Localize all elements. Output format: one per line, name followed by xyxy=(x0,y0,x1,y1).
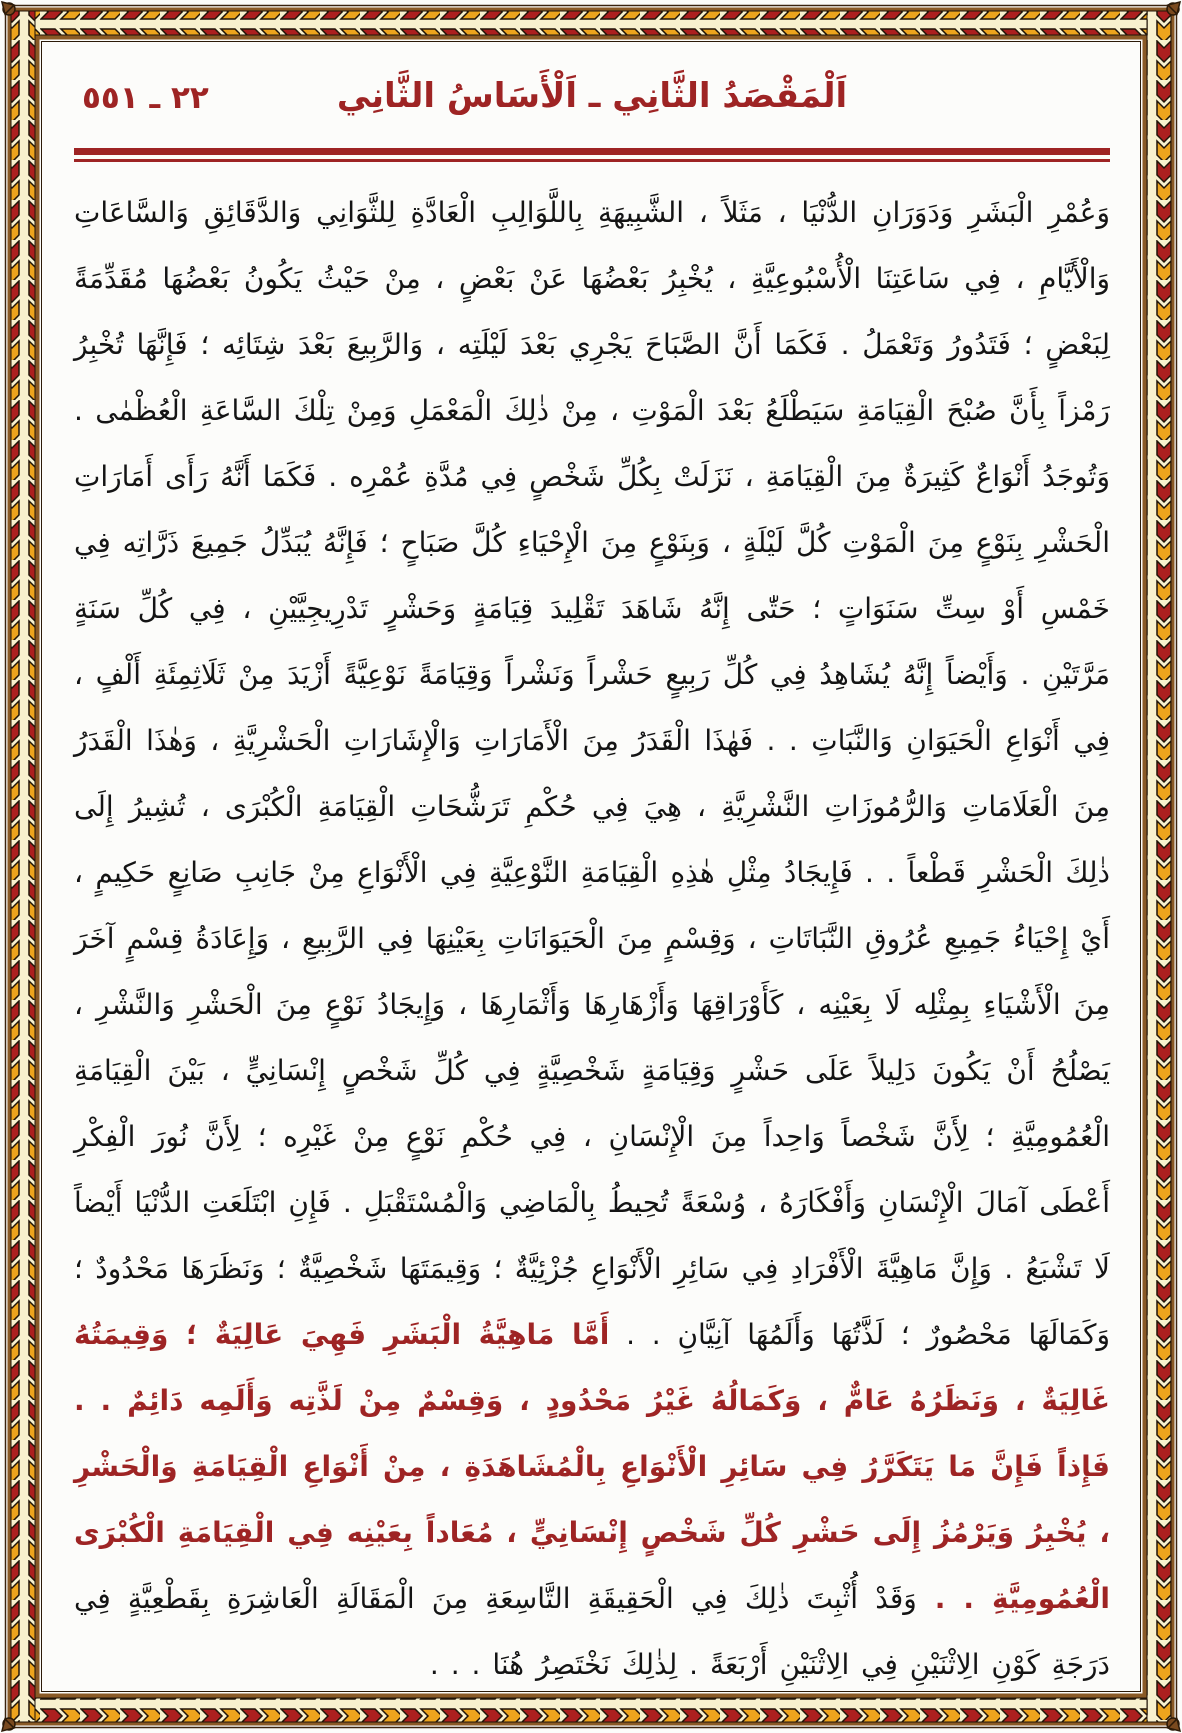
divider-thick-line xyxy=(74,148,1110,155)
page-number: ٢٢ ـ ٥٥١ xyxy=(82,80,209,116)
divider-thin-line xyxy=(74,159,1110,162)
page-content xyxy=(74,72,1110,1698)
body-text xyxy=(74,180,1110,1698)
page-header xyxy=(74,72,1110,134)
text-segment-black-1: وَعُمْرِ الْبَشَرِ وَدَوَرَانِ الدُّنْيَا ، مَثَلاً ، الشَّبِيهَةِ بِاللَّوَالِبِ الْعَادَّةِ لِلثَّوَانِي وَالدَّقَائِقِ وَالسَّاعَاتِ وَالْأَيَّامِ ، فِي سَاعَتِنَا الْأُسْبُوعِيَّةِ ، يُخْبِرُ بَعْضُهَا عَنْ بَعْضٍ ، مِنْ حَيْثُ يَكُونُ بَعْضُهَا مُقَدِّمَةً لِبَعْضٍ ؛ فَتَدُورُ وَتَعْمَلُ . فَكَمَا أَنَّ الصَّبَاحَ يَجْرِي بَعْدَ لَيْلَتِه ، وَالرَّبِيعَ بَعْدَ شِتَائِه ؛ فَإِنَّهَا تُخْبِرُ رَمْزاً بِأَنَّ صُبْحَ الْقِيَامَةِ سَيَطْلَعُ بَعْدَ الْمَوْتِ ، مِنْ ذٰلِكَ الْمَعْمَلِ وَمِنْ تِلْكَ السَّاعَةِ الْعُظْمٰى . وَتُوجَدُ أَنْوَاعٌ كَثِيرَةٌ مِنَ الْقِيَامَةِ ، نَزَلَتْ بِكُلِّ شَخْصٍ فِي مُدَّةِ عُمْرِه . فَكَمَا أَنَّهُ رَأَى أَمَارَاتِ الْحَشْرِ بِنَوْعٍ مِنَ الْمَوْتِ كُلَّ لَيْلَةٍ ، وَبِنَوْعٍ مِنَ الْإِحْيَاءِ كُلَّ صَبَاحٍ ؛ فَإِنَّهُ يُبَدِّلُ جَمِيعَ ذَرَّاتِه فِي خَمْسِ أَوْ سِتِّ سَنَوَاتٍ ؛ حَتّٰى إِنَّهُ شَاهَدَ تَقْلِيدَ قِيَامَةٍ وَحَشْرٍ تَدْرِيجِيَّيْنِ ، فِي كُلِّ سَنَةٍ مَرَّتَيْنِ . وَأَيْضاً إِنَّهُ يُشَاهِدُ فِي كُلِّ رَبِيعٍ حَشْراً وَنَشْراً وَقِيَامَةً نَوْعِيَّةً أَزْيَدَ مِنْ ثَلَاثِمِئَةِ أَلْفٍ ، فِي أَنْوَاعِ الْحَيَوَانِ وَالنَّبَاتِ . . فَهٰذَا الْقَدَرُ مِنَ الْأَمَارَاتِ وَالْإِشَارَاتِ الْحَشْرِيَّةِ ، وَهٰذَا الْقَدَرُ مِنَ الْعَلَامَاتِ وَالرُّمُوزَاتِ النَّشْرِيَّةِ ، هِيَ فِي حُكْمِ تَرَشُّحَاتِ الْقِيَامَةِ الْكُبْرَى ، تُشِيرُ إِلَى ذٰلِكَ الْحَشْرِ قَطْعاً . . فَإِيجَادُ مِثْلِ هٰذِهِ الْقِيَامَةِ النَّوْعِيَّةِ فِي الْأَنْوَاعِ مِنْ جَانِبِ صَانِعٍ حَكِيمٍ ، أَيْ إِحْيَاءُ جَمِيعِ عُرُوقِ النَّبَاتَاتِ ، وَقِسْمٍ مِنَ الْحَيَوَانَاتِ بِعَيْنِهَا فِي الرَّبِيعِ ، وَإِعَادَةُ قِسْمٍ آخَرَ مِنَ الْأَشْيَاءِ بِمِثْلِه لَا بِعَيْنِه ، كَأَوْرَاقِهَا وَأَزْهَارِهَا وَأَثْمَارِهَا ، وَإِيجَادُ نَوْعٍ مِنَ الْحَشْرِ وَالنَّشْرِ ، يَصْلُحُ أَنْ يَكُونَ دَلِيلاً عَلَى حَشْرٍ وَقِيَامَةٍ شَخْصِيَّةٍ فِي كُلِّ شَخْصٍ إِنْسَانِيٍّ ، بَيْنَ الْقِيَامَةِ الْعُمُومِيَّةِ ؛ لِأَنَّ شَخْصاً وَاحِداً مِنَ الْإِنْسَانِ ، فِي حُكْمِ نَوْعٍ مِنْ غَيْرِه ؛ لِأَنَّ نُورَ الْفِكْرِ أَعْطَى آمَالَ الْإِنْسَانِ وَأَفْكَارَهُ ، وُسْعَةً تُحِيطُ بِالْمَاضِي وَالْمُسْتَقْبَلِ . فَإِنِ ابْتَلَعَتِ الدُّنْيَا أَيْضاً لَا تَشْبَعُ . وَإِنَّ مَاهِيَّةَ الْأَفْرَادِ فِي سَائِرِ الْأَنْوَاعِ جُزْئِيَّةٌ ؛ وَقِيمَتَهَا شَخْصِيَّةٌ ؛ وَنَظَرَهَا مَحْدُودٌ ؛ وَكَمَالَهَا مَحْصُورٌ ؛ لَذَّتُهَا وَأَلَمُهَا آنِيَّانِ . . xyxy=(74,196,1110,1351)
text-segment-black-2: وَقَدْ أُثْبِتَ ذٰلِكَ فِي الْحَقِيقَةِ التَّاسِعَةِ مِنَ الْمَقَالَةِ الْعَاشِرَةِ بِقَطْعِيَّةٍ فِي دَرَجَةِ كَوْنِ الِاثْنَيْنِ فِي الِاثْنَيْنِ أَرْبَعَةً . لِذٰلِكَ نَخْتَصِرُ هُنَا . . . xyxy=(74,1582,1110,1681)
text-segment-red: أَمَّا مَاهِيَّةُ الْبَشَرِ فَهِيَ عَالِيَةٌ ؛ وَقِيمَتُهُ غَالِيَةٌ ، وَنَظَرُهُ عَامٌّ ، وَكَمَالُهُ غَيْرُ مَحْدُودٍ ، وَقِسْمٌ مِنْ لَذَّتِه وَأَلَمِه دَائِمٌ . . فَإِذاً فَإِنَّ مَا يَتَكَرَّرُ فِي سَائِرِ الْأَنْوَاعِ بِالْمُشَاهَدَةِ ، مِنْ أَنْوَاعِ الْقِيَامَةِ وَالْحَشْرِ ، يُخْبِرُ وَيَرْمُزُ إِلَى حَشْرِ كُلِّ شَخْصٍ إِنْسَانِيٍّ ، مُعَاداً بِعَيْنِه فِي الْقِيَامَةِ الْكُبْرَى الْعُمُومِيَّةِ . . xyxy=(74,1318,1110,1615)
header-divider xyxy=(74,148,1110,162)
page-title: اَلْمَقْصَدُ الثَّانِي ـ اَلْأَسَاسُ الثَّانِي xyxy=(336,76,848,116)
